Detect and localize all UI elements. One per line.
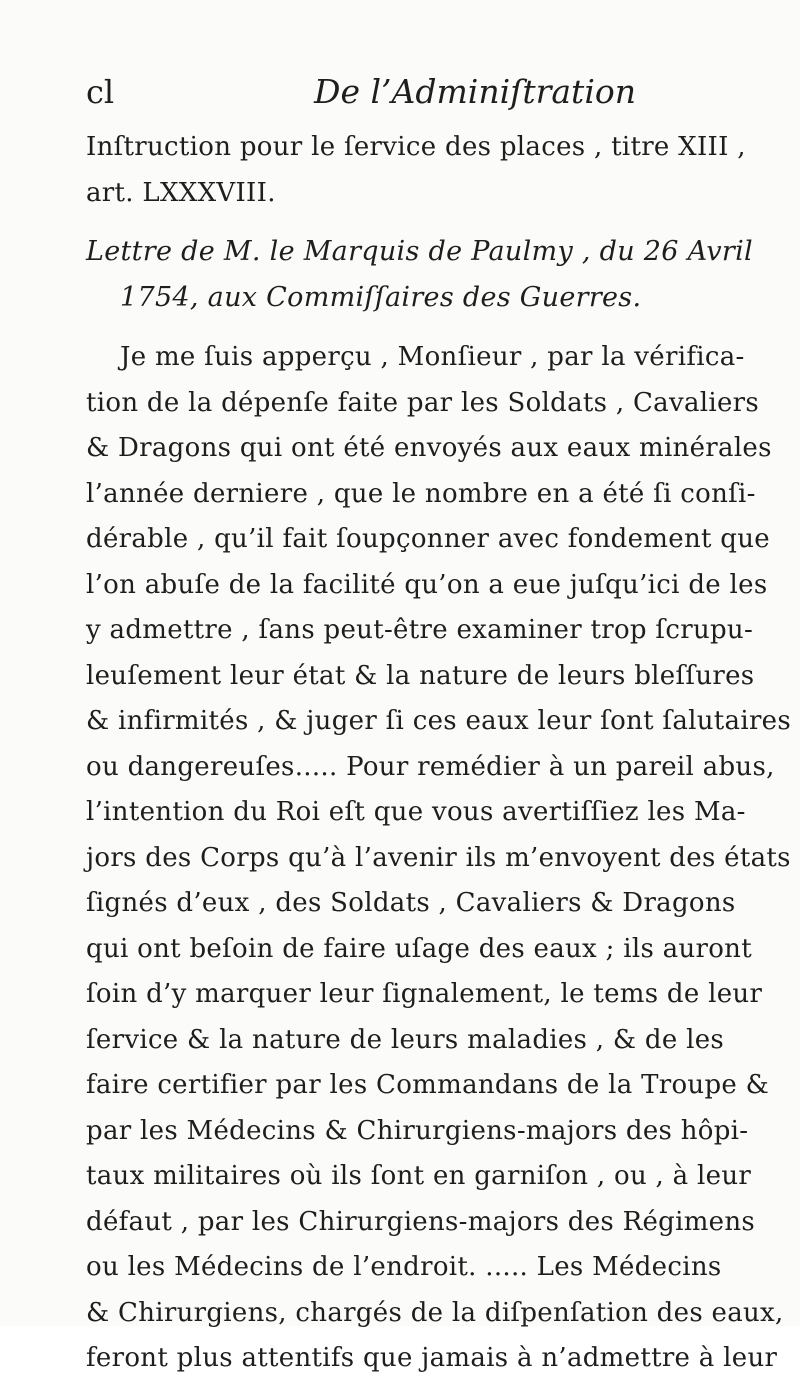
paragraph-line: par les Médecins & Chirurgiens-majors des hôpi-: [86, 1115, 749, 1146]
text-line: art. LXXXVIII.: [86, 177, 276, 208]
paragraph-line: qui ont beſoin de faire uſage des eaux ; ils auront: [86, 933, 752, 964]
paragraph-line: leuſement leur état & la nature de leurs bleſſures: [86, 660, 755, 691]
paragraph-line: taux militaires où ils ſont en garniſon , ou , à leur: [86, 1161, 752, 1191]
paragraph-line: & Dragons qui ont été envoyés aux eaux minérales: [86, 433, 772, 463]
page-number: cl: [86, 73, 115, 111]
paragraph-line: défaut , par les Chirurgiens-majors des Régimens: [86, 1206, 756, 1237]
paragraph-line: ſervice & la nature de leurs maladies , & de les: [86, 1024, 725, 1055]
paragraph-line: Je me ſuis apperçu , Monſieur , par la vérifica-: [120, 342, 745, 372]
paragraph-line: & infirmités , & juger ſi ces eaux leur ſont ſalutaires: [86, 706, 792, 736]
letter-heading: Lettre de M. le Marquis de Paulmy , du 26 Avril: [86, 236, 753, 267]
paragraph-line: l’année derniere , que le nombre en a été ſi conſi-: [86, 478, 756, 509]
paragraph-line: l’on abuſe de la facilité qu’on a eue juſqu’ici de les: [86, 569, 768, 600]
paragraph-line: & Chirurgiens, chargés de la diſpenſation des eaux,: [86, 1297, 784, 1328]
paragraph-line: ou dangereuſes..... Pour remédier à un pareil abus,: [86, 751, 775, 782]
text-line: Inſtruction pour le ſervice des places , titre XIII ,: [86, 132, 746, 162]
paragraph-line: dérable , qu’il fait ſoupçonner avec fondement que: [86, 524, 770, 554]
paragraph-line: jors des Corps qu’à l’avenir ils m’envoyent des états: [86, 842, 791, 873]
paragraph-line: l’intention du Roi eſt que vous avertiſſiez les Ma-: [86, 797, 746, 827]
letter-heading: 1754, aux Commiſſaires des Guerres.: [120, 281, 642, 313]
paragraph-line: tion de la dépenſe faite par les Soldats , Cavaliers: [86, 387, 760, 418]
paragraph-line: ou les Médecins de l’endroit. ..... Les Médecins: [86, 1252, 722, 1282]
paragraph-line: feront plus attentifs que jamais à n’admettre à leur: [86, 1343, 778, 1373]
paragraph-line: ſoin d’y marquer leur ſignalement, le tems de leur: [86, 979, 763, 1009]
running-head: [86, 68, 746, 116]
paragraph-line: ſignés d’eux , des Soldats , Cavaliers & Dragons: [86, 888, 736, 918]
running-title: De l’Adminiſtration: [314, 72, 636, 111]
paragraph-line: y admettre , ſans peut-être examiner trop ſcrupu-: [86, 615, 754, 645]
paragraph-line: faire certifier par les Commandans de la Troupe &: [86, 1070, 770, 1100]
